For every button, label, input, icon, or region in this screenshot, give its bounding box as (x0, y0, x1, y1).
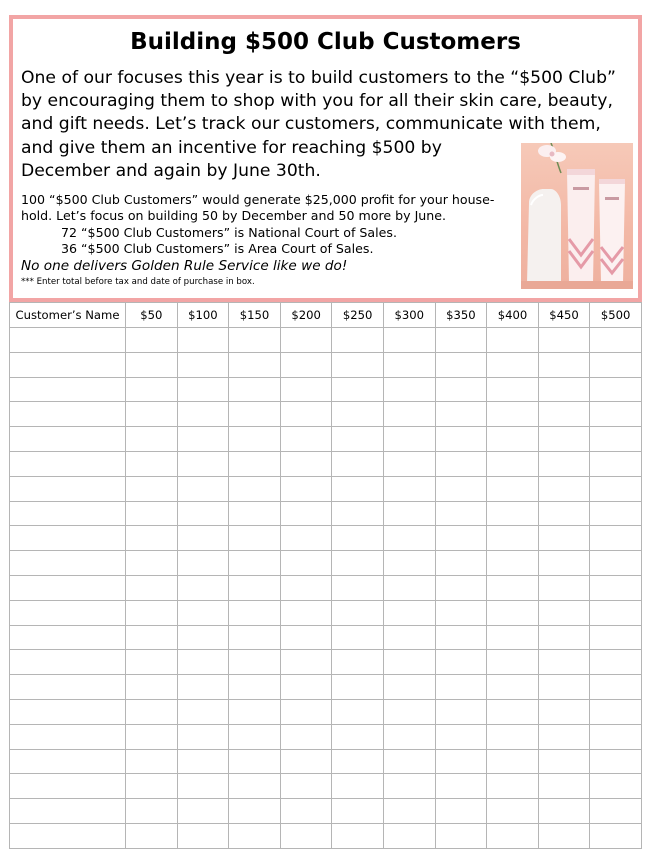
purchase-entry-cell[interactable] (280, 377, 332, 402)
purchase-entry-cell[interactable] (332, 799, 384, 824)
purchase-entry-cell[interactable] (177, 650, 229, 675)
purchase-entry-cell[interactable] (332, 650, 384, 675)
purchase-entry-cell[interactable] (590, 675, 642, 700)
purchase-entry-cell[interactable] (280, 402, 332, 427)
purchase-entry-cell[interactable] (280, 476, 332, 501)
intro-line: December and again by June 30th. (21, 160, 321, 181)
purchase-entry-cell[interactable] (177, 823, 229, 848)
purchase-entry-cell[interactable] (126, 427, 178, 452)
skin-care-products-image (521, 143, 633, 289)
purchase-entry-cell[interactable] (487, 650, 539, 675)
header-box (9, 15, 642, 302)
purchase-entry-cell[interactable] (126, 476, 178, 501)
purchase-entry-cell[interactable] (590, 749, 642, 774)
purchase-entry-cell[interactable] (229, 328, 281, 353)
column-header-200: $200 (280, 303, 332, 328)
purchase-entry-cell[interactable] (590, 724, 642, 749)
purchase-entry-cell[interactable] (383, 724, 435, 749)
purchase-entry-cell[interactable] (487, 675, 539, 700)
column-header-350: $350 (435, 303, 487, 328)
purchase-entry-cell[interactable] (229, 476, 281, 501)
purchase-entry-cell[interactable] (487, 427, 539, 452)
customer-tracker-table (9, 302, 642, 849)
table-row (10, 650, 642, 675)
purchase-entry-cell[interactable] (538, 774, 590, 799)
table-row (10, 526, 642, 551)
purchase-entry-cell[interactable] (487, 823, 539, 848)
purchase-entry-cell[interactable] (435, 823, 487, 848)
purchase-entry-cell[interactable] (126, 451, 178, 476)
column-header-50: $50 (126, 303, 178, 328)
purchase-entry-cell[interactable] (126, 377, 178, 402)
column-header-300: $300 (383, 303, 435, 328)
purchase-entry-cell[interactable] (332, 749, 384, 774)
table-row (10, 551, 642, 576)
purchase-entry-cell[interactable] (590, 699, 642, 724)
purchase-entry-cell[interactable] (177, 625, 229, 650)
purchase-entry-cell[interactable] (126, 625, 178, 650)
purchase-entry-cell[interactable] (487, 352, 539, 377)
purchase-entry-cell[interactable] (590, 328, 642, 353)
purchase-entry-cell[interactable] (383, 799, 435, 824)
purchase-entry-cell[interactable] (332, 476, 384, 501)
purchase-entry-cell[interactable] (229, 451, 281, 476)
purchase-entry-cell[interactable] (487, 600, 539, 625)
purchase-entry-cell[interactable] (280, 427, 332, 452)
purchase-entry-cell[interactable] (383, 600, 435, 625)
purchase-entry-cell[interactable] (177, 699, 229, 724)
purchase-entry-cell[interactable] (487, 774, 539, 799)
table-row (10, 823, 642, 848)
customer-name-cell[interactable] (10, 476, 126, 501)
customer-name-cell[interactable] (10, 451, 126, 476)
purchase-entry-cell[interactable] (538, 551, 590, 576)
purchase-entry-cell[interactable] (383, 749, 435, 774)
purchase-entry-cell[interactable] (538, 402, 590, 427)
purchase-entry-cell[interactable] (280, 799, 332, 824)
column-header-450: $450 (538, 303, 590, 328)
purchase-entry-cell[interactable] (383, 501, 435, 526)
purchase-entry-cell[interactable] (590, 625, 642, 650)
purchase-entry-cell[interactable] (590, 551, 642, 576)
purchase-entry-cell[interactable] (538, 526, 590, 551)
detail-line: 72 “$500 Club Customers” is National Court of Sales. (61, 224, 397, 240)
table-row (10, 402, 642, 427)
customer-name-cell[interactable] (10, 501, 126, 526)
tracker-body (10, 328, 642, 849)
table-header-row (10, 303, 642, 328)
purchase-entry-cell[interactable] (177, 749, 229, 774)
purchase-entry-cell[interactable] (177, 328, 229, 353)
purchase-entry-cell[interactable] (126, 501, 178, 526)
purchase-entry-cell[interactable] (177, 476, 229, 501)
column-header-100: $100 (177, 303, 229, 328)
purchase-entry-cell[interactable] (126, 352, 178, 377)
purchase-entry-cell[interactable] (538, 600, 590, 625)
purchase-entry-cell[interactable] (487, 749, 539, 774)
purchase-entry-cell[interactable] (229, 699, 281, 724)
purchase-entry-cell[interactable] (332, 328, 384, 353)
purchase-entry-cell[interactable] (538, 823, 590, 848)
intro-line: by encouraging them to shop with you for all their skin care, beauty, (21, 91, 613, 112)
purchase-entry-cell[interactable] (383, 451, 435, 476)
purchase-entry-cell[interactable] (126, 328, 178, 353)
page-title: Building $500 Club Customers (130, 29, 521, 55)
purchase-entry-cell[interactable] (383, 675, 435, 700)
purchase-entry-cell[interactable] (280, 625, 332, 650)
purchase-entry-cell[interactable] (229, 600, 281, 625)
purchase-entry-cell[interactable] (538, 575, 590, 600)
purchase-entry-cell[interactable] (538, 328, 590, 353)
purchase-entry-cell[interactable] (435, 352, 487, 377)
column-header-customer-name: Customer’s Name (10, 303, 126, 328)
purchase-entry-cell[interactable] (590, 600, 642, 625)
purchase-entry-cell[interactable] (229, 402, 281, 427)
detail-line: 100 “$500 Club Customers” would generate $25,000 profit for your house- (21, 192, 495, 207)
purchase-entry-cell[interactable] (229, 427, 281, 452)
purchase-entry-cell[interactable] (177, 774, 229, 799)
purchase-entry-cell[interactable] (126, 600, 178, 625)
purchase-entry-cell[interactable] (487, 476, 539, 501)
customer-name-cell[interactable] (10, 625, 126, 650)
customer-name-cell[interactable] (10, 600, 126, 625)
customer-name-cell[interactable] (10, 352, 126, 377)
purchase-entry-cell[interactable] (538, 625, 590, 650)
purchase-entry-cell[interactable] (229, 526, 281, 551)
purchase-entry-cell[interactable] (435, 774, 487, 799)
purchase-entry-cell[interactable] (538, 749, 590, 774)
customer-name-cell[interactable] (10, 526, 126, 551)
purchase-entry-cell[interactable] (383, 352, 435, 377)
tagline: No one delivers Golden Rule Service like we do! (21, 257, 348, 274)
purchase-entry-cell[interactable] (590, 501, 642, 526)
purchase-entry-cell[interactable] (487, 699, 539, 724)
purchase-entry-cell[interactable] (383, 774, 435, 799)
purchase-entry-cell[interactable] (229, 625, 281, 650)
purchase-entry-cell[interactable] (590, 774, 642, 799)
purchase-entry-cell[interactable] (229, 675, 281, 700)
purchase-entry-cell[interactable] (435, 799, 487, 824)
purchase-entry-cell[interactable] (280, 451, 332, 476)
purchase-entry-cell[interactable] (538, 352, 590, 377)
purchase-entry-cell[interactable] (280, 774, 332, 799)
customer-name-cell[interactable] (10, 749, 126, 774)
purchase-entry-cell[interactable] (177, 675, 229, 700)
purchase-entry-cell[interactable] (487, 501, 539, 526)
purchase-entry-cell[interactable] (383, 427, 435, 452)
instruction-note: *** Enter total before tax and date of purchase in box. (21, 276, 255, 287)
purchase-entry-cell[interactable] (487, 724, 539, 749)
purchase-entry-cell[interactable] (177, 724, 229, 749)
purchase-entry-cell[interactable] (383, 377, 435, 402)
customer-name-cell[interactable] (10, 724, 126, 749)
purchase-entry-cell[interactable] (177, 402, 229, 427)
table-row (10, 625, 642, 650)
customer-name-cell[interactable] (10, 551, 126, 576)
purchase-entry-cell[interactable] (177, 377, 229, 402)
purchase-entry-cell[interactable] (229, 774, 281, 799)
purchase-entry-cell[interactable] (177, 526, 229, 551)
purchase-entry-cell[interactable] (590, 427, 642, 452)
customer-name-cell[interactable] (10, 799, 126, 824)
customer-name-cell[interactable] (10, 328, 126, 353)
purchase-entry-cell[interactable] (332, 774, 384, 799)
purchase-entry-cell[interactable] (538, 427, 590, 452)
table-row (10, 675, 642, 700)
purchase-entry-cell[interactable] (332, 823, 384, 848)
purchase-entry-cell[interactable] (383, 476, 435, 501)
purchase-entry-cell[interactable] (177, 427, 229, 452)
purchase-entry-cell[interactable] (435, 451, 487, 476)
purchase-entry-cell[interactable] (538, 501, 590, 526)
purchase-entry-cell[interactable] (383, 699, 435, 724)
purchase-entry-cell[interactable] (590, 526, 642, 551)
detail-line: hold. Let’s focus on building 50 by December and 50 more by June. (21, 208, 446, 224)
purchase-entry-cell[interactable] (280, 328, 332, 353)
purchase-entry-cell[interactable] (435, 575, 487, 600)
table-row (10, 575, 642, 600)
purchase-entry-cell[interactable] (177, 352, 229, 377)
purchase-entry-cell[interactable] (229, 823, 281, 848)
purchase-entry-cell[interactable] (229, 724, 281, 749)
purchase-entry-cell[interactable] (332, 625, 384, 650)
table-row (10, 749, 642, 774)
purchase-entry-cell[interactable] (383, 575, 435, 600)
purchase-entry-cell[interactable] (229, 377, 281, 402)
purchase-entry-cell[interactable] (332, 427, 384, 452)
purchase-entry-cell[interactable] (229, 799, 281, 824)
purchase-entry-cell[interactable] (538, 476, 590, 501)
table-row (10, 427, 642, 452)
table-row (10, 699, 642, 724)
purchase-entry-cell[interactable] (280, 650, 332, 675)
purchase-entry-cell[interactable] (126, 749, 178, 774)
purchase-entry-cell[interactable] (590, 451, 642, 476)
purchase-entry-cell[interactable] (590, 352, 642, 377)
customer-name-cell[interactable] (10, 650, 126, 675)
table-row (10, 600, 642, 625)
customer-name-cell[interactable] (10, 823, 126, 848)
purchase-entry-cell[interactable] (177, 551, 229, 576)
intro-line: and gift needs. Let’s track our customers, communicate with them, (21, 114, 601, 135)
table-row (10, 774, 642, 799)
purchase-entry-cell[interactable] (435, 427, 487, 452)
purchase-entry-cell[interactable] (383, 328, 435, 353)
purchase-entry-cell[interactable] (435, 625, 487, 650)
purchase-entry-cell[interactable] (332, 501, 384, 526)
purchase-entry-cell[interactable] (126, 575, 178, 600)
column-header-250: $250 (332, 303, 384, 328)
purchase-entry-cell[interactable] (126, 675, 178, 700)
purchase-entry-cell[interactable] (332, 451, 384, 476)
purchase-entry-cell[interactable] (435, 377, 487, 402)
customer-name-cell[interactable] (10, 402, 126, 427)
purchase-entry-cell[interactable] (435, 501, 487, 526)
purchase-entry-cell[interactable] (435, 526, 487, 551)
purchase-entry-cell[interactable] (487, 377, 539, 402)
column-header-400: $400 (487, 303, 539, 328)
purchase-entry-cell[interactable] (383, 625, 435, 650)
purchase-entry-cell[interactable] (177, 575, 229, 600)
purchase-entry-cell[interactable] (229, 749, 281, 774)
intro-line: and give them an incentive for reaching $500 by (21, 137, 442, 158)
purchase-entry-cell[interactable] (332, 675, 384, 700)
purchase-entry-cell[interactable] (383, 823, 435, 848)
purchase-entry-cell[interactable] (538, 799, 590, 824)
purchase-entry-cell[interactable] (229, 575, 281, 600)
customer-name-cell[interactable] (10, 675, 126, 700)
purchase-entry-cell[interactable] (487, 575, 539, 600)
purchase-entry-cell[interactable] (435, 675, 487, 700)
purchase-entry-cell[interactable] (177, 799, 229, 824)
table-row (10, 476, 642, 501)
purchase-entry-cell[interactable] (332, 551, 384, 576)
column-header-150: $150 (229, 303, 281, 328)
purchase-entry-cell[interactable] (538, 724, 590, 749)
customer-name-cell[interactable] (10, 699, 126, 724)
customer-name-cell[interactable] (10, 377, 126, 402)
purchase-entry-cell[interactable] (435, 699, 487, 724)
purchase-entry-cell[interactable] (590, 476, 642, 501)
purchase-entry-cell[interactable] (332, 575, 384, 600)
purchase-entry-cell[interactable] (332, 600, 384, 625)
purchase-entry-cell[interactable] (590, 823, 642, 848)
details-text (21, 192, 541, 288)
purchase-entry-cell[interactable] (487, 625, 539, 650)
purchase-entry-cell[interactable] (280, 352, 332, 377)
purchase-entry-cell[interactable] (126, 402, 178, 427)
purchase-entry-cell[interactable] (487, 328, 539, 353)
table-row (10, 451, 642, 476)
purchase-entry-cell[interactable] (435, 402, 487, 427)
purchase-entry-cell[interactable] (332, 724, 384, 749)
customer-name-cell[interactable] (10, 774, 126, 799)
purchase-entry-cell[interactable] (126, 699, 178, 724)
purchase-entry-cell[interactable] (538, 377, 590, 402)
purchase-entry-cell[interactable] (177, 600, 229, 625)
purchase-entry-cell[interactable] (177, 451, 229, 476)
purchase-entry-cell[interactable] (177, 501, 229, 526)
purchase-entry-cell[interactable] (126, 799, 178, 824)
purchase-entry-cell[interactable] (280, 575, 332, 600)
purchase-entry-cell[interactable] (538, 451, 590, 476)
purchase-entry-cell[interactable] (487, 799, 539, 824)
purchase-entry-cell[interactable] (126, 526, 178, 551)
column-header-500: $500 (590, 303, 642, 328)
purchase-entry-cell[interactable] (435, 551, 487, 576)
purchase-entry-cell[interactable] (435, 328, 487, 353)
purchase-entry-cell[interactable] (435, 724, 487, 749)
purchase-entry-cell[interactable] (280, 749, 332, 774)
purchase-entry-cell[interactable] (590, 799, 642, 824)
purchase-entry-cell[interactable] (487, 402, 539, 427)
purchase-entry-cell[interactable] (332, 526, 384, 551)
purchase-entry-cell[interactable] (487, 526, 539, 551)
purchase-entry-cell[interactable] (590, 402, 642, 427)
purchase-entry-cell[interactable] (538, 675, 590, 700)
intro-line: One of our focuses this year is to build customers to the “$500 Club” (21, 68, 616, 88)
purchase-entry-cell[interactable] (332, 352, 384, 377)
purchase-entry-cell[interactable] (280, 675, 332, 700)
detail-line: 36 “$500 Club Customers” is Area Court of Sales. (61, 241, 374, 257)
purchase-entry-cell[interactable] (280, 823, 332, 848)
purchase-entry-cell[interactable] (435, 476, 487, 501)
purchase-entry-cell[interactable] (383, 650, 435, 675)
purchase-entry-cell[interactable] (332, 377, 384, 402)
purchase-entry-cell[interactable] (590, 650, 642, 675)
table-row (10, 352, 642, 377)
purchase-entry-cell[interactable] (383, 402, 435, 427)
purchase-entry-cell[interactable] (229, 352, 281, 377)
purchase-entry-cell[interactable] (435, 600, 487, 625)
purchase-entry-cell[interactable] (487, 451, 539, 476)
purchase-entry-cell[interactable] (126, 551, 178, 576)
purchase-entry-cell[interactable] (280, 551, 332, 576)
purchase-entry-cell[interactable] (538, 699, 590, 724)
purchase-entry-cell[interactable] (126, 774, 178, 799)
purchase-entry-cell[interactable] (590, 575, 642, 600)
table-row (10, 501, 642, 526)
table-row (10, 799, 642, 824)
customer-name-cell[interactable] (10, 427, 126, 452)
table-row (10, 377, 642, 402)
purchase-entry-cell[interactable] (229, 501, 281, 526)
customer-name-cell[interactable] (10, 575, 126, 600)
purchase-entry-cell[interactable] (126, 724, 178, 749)
purchase-entry-cell[interactable] (383, 526, 435, 551)
purchase-entry-cell[interactable] (435, 650, 487, 675)
purchase-entry-cell[interactable] (280, 526, 332, 551)
purchase-entry-cell[interactable] (538, 650, 590, 675)
purchase-entry-cell[interactable] (229, 650, 281, 675)
purchase-entry-cell[interactable] (280, 600, 332, 625)
purchase-entry-cell[interactable] (332, 402, 384, 427)
purchase-entry-cell[interactable] (126, 650, 178, 675)
product-photo (521, 143, 633, 289)
purchase-entry-cell[interactable] (590, 377, 642, 402)
table-row (10, 328, 642, 353)
purchase-entry-cell[interactable] (280, 501, 332, 526)
purchase-entry-cell[interactable] (280, 699, 332, 724)
purchase-entry-cell[interactable] (126, 823, 178, 848)
purchase-entry-cell[interactable] (487, 551, 539, 576)
purchase-entry-cell[interactable] (229, 551, 281, 576)
purchase-entry-cell[interactable] (383, 551, 435, 576)
purchase-entry-cell[interactable] (280, 724, 332, 749)
purchase-entry-cell[interactable] (332, 699, 384, 724)
table-row (10, 724, 642, 749)
purchase-entry-cell[interactable] (435, 749, 487, 774)
